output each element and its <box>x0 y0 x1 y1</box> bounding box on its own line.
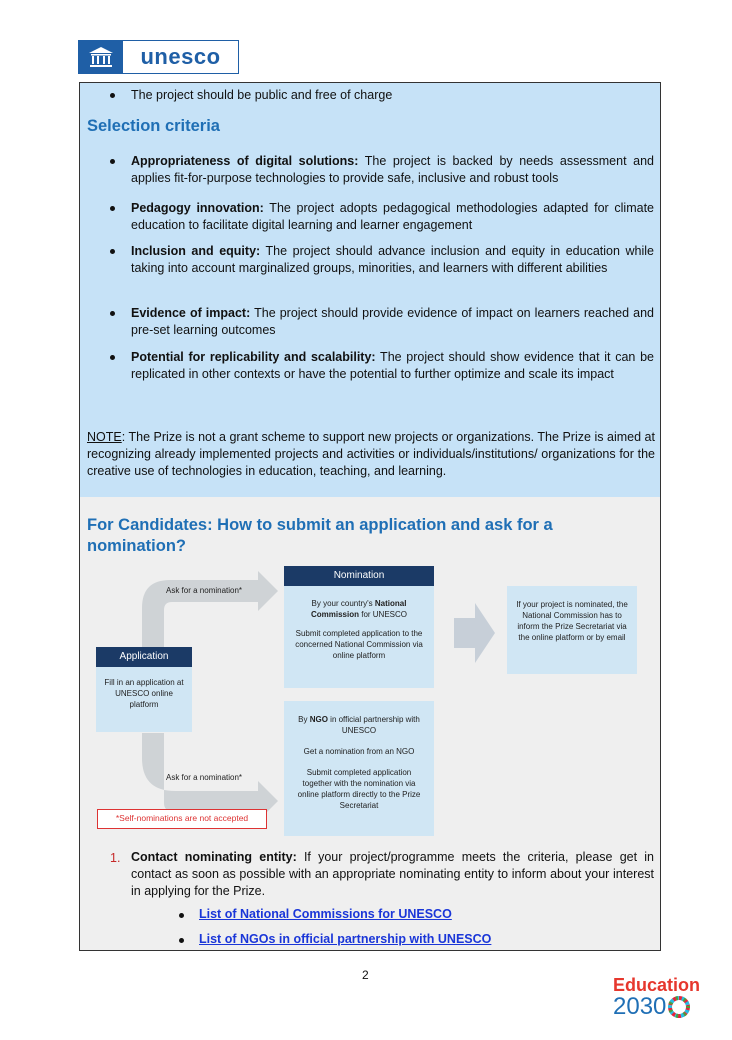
arrow-label: Ask for a nomination* <box>166 586 243 595</box>
application-title: Application <box>96 647 192 667</box>
link-ngos[interactable]: List of NGOs in official partnership with UNESCO <box>199 932 492 946</box>
ngo-text: By NGO in official partnership with UNESCO <box>298 715 420 735</box>
candidates-heading: For Candidates: How to submit an application and ask for a nomination? <box>87 516 553 555</box>
note-paragraph: NOTE: The Prize is not a grant scheme to support new projects or organizations. The Prize is aimed at recognizing already implemented projects and activities or individuals/institutions/ organizations for the creative use of technologies in education, teaching, and learning. <box>87 430 655 478</box>
criterion-item: Inclusion and equity: The project should advance inclusion and equity in education while taking into account marginalized groups, minorities, and learners with different abilities <box>131 244 654 275</box>
nomination-instruction: Submit completed application to the concerned National Commission via online platform <box>295 629 423 660</box>
step-text: Contact nominating entity: If your project/programme meets the criteria, please get in contact as soon as possible with an appropriate nominating entity to inform about your interest in applying for the Prize. <box>131 850 654 898</box>
application-box <box>96 647 192 732</box>
bullet-icon <box>179 913 184 918</box>
criterion-item: Potential for replicability and scalability: The project should show evidence that it can be replicated in other contexts or have the potential to further optimize and scale its impact <box>131 350 654 381</box>
nomination-title: Nomination <box>284 566 434 586</box>
selection-heading: Selection criteria <box>87 117 220 135</box>
ngo-box <box>284 701 434 836</box>
nomination-text: By your country's National Commission for UNESCO <box>310 599 408 619</box>
ngo-step: Submit completed application together with the nomination via online platform directly to the Prize Secretariat <box>297 768 421 810</box>
criterion-item: Pedagogy innovation: The project adopts pedagogical methodologies adapted for climate education to facilitate digital learning and learner engagement <box>131 201 654 232</box>
logo-text: unesco <box>140 44 221 69</box>
edu-year: 2030 <box>613 993 667 1020</box>
ngo-step: Get a nomination from an NGO <box>303 747 415 756</box>
criterion-item: Appropriateness of digital solutions: The project is backed by needs assessment and applies fit-for-purpose technologies to provide safe, inclusive and robust tools <box>131 154 654 185</box>
self-nomination-note: *Self-nominations are not accepted <box>97 809 267 829</box>
inform-box <box>507 586 637 674</box>
page-number: 2 <box>362 968 369 982</box>
content-frame <box>79 82 661 951</box>
edu-word: Education <box>613 975 701 995</box>
link-national-commissions[interactable]: List of National Commissions for UNESCO <box>199 907 452 921</box>
temple-icon <box>79 41 123 73</box>
education2030-logo <box>613 975 713 1019</box>
top-bullet-text: The project should be public and free of charge <box>131 88 393 102</box>
bullet-icon <box>179 938 184 943</box>
step-number: 1. <box>110 851 121 865</box>
criterion-item: Evidence of impact: The project should provide evidence of impact on learners reached and pre-set learning outcomes <box>131 306 654 337</box>
arrow-label: Ask for a nomination* <box>166 773 243 782</box>
nomination-box <box>284 566 434 688</box>
sdg-wheel-icon <box>668 996 690 1018</box>
application-text: Fill in an application at UNESCO online platform <box>104 678 184 709</box>
inform-text: If your project is nominated, the National Commission has to inform the Prize Secretariat via the online platform or by email <box>516 600 628 642</box>
unesco-logo <box>78 40 239 74</box>
